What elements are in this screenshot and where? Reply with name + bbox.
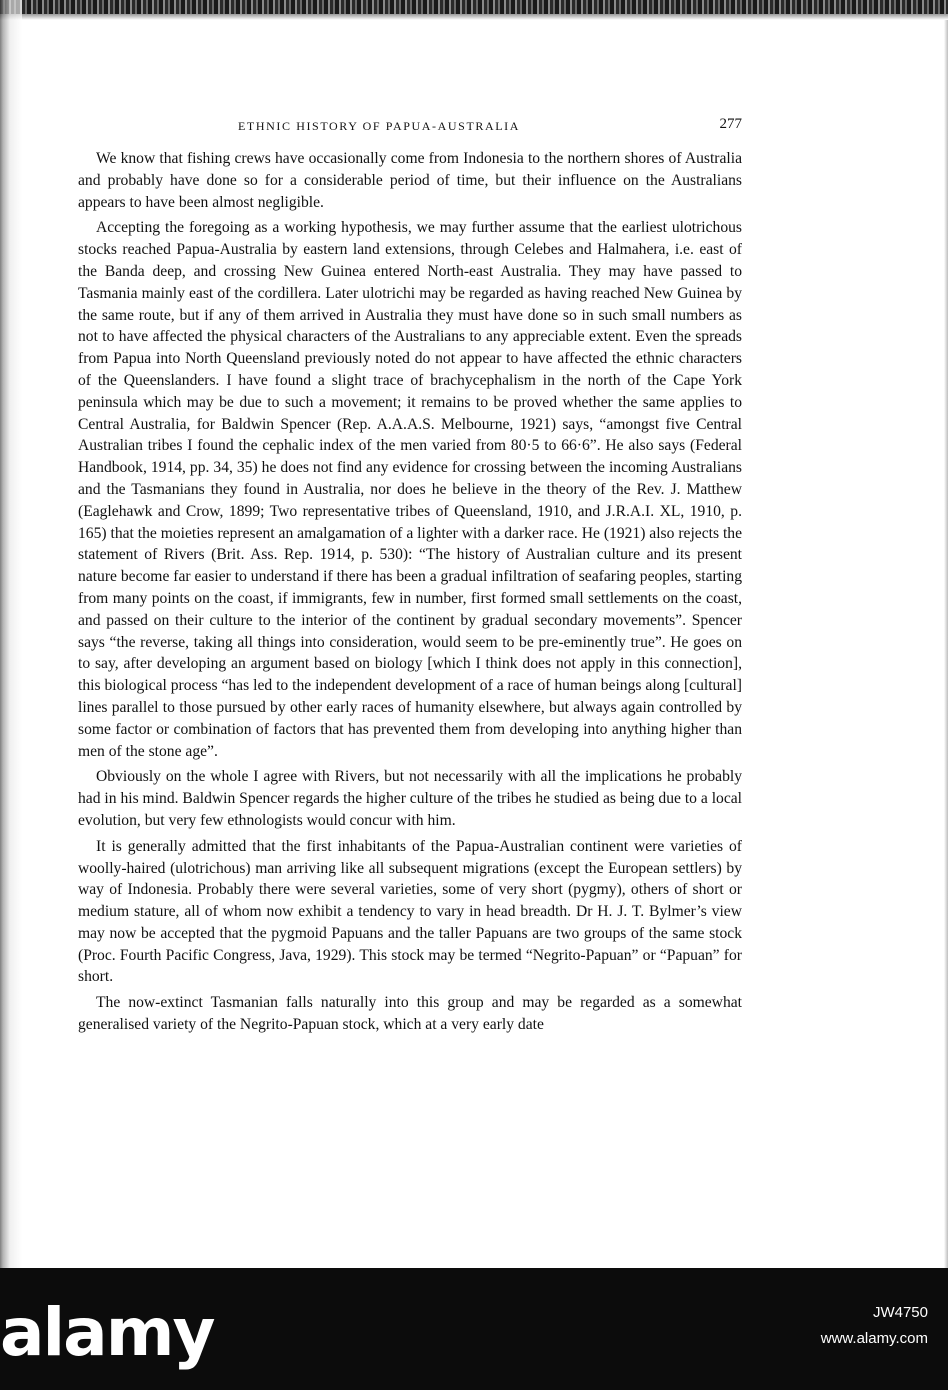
paragraph-1: We know that fishing crews have occasionally come from Indonesia to the northern shores of Australia and probably have done so for a considerable period of time, but their influence on the Australians appears to have been almost negligible. bbox=[78, 150, 742, 211]
book-page bbox=[78, 114, 742, 1040]
paragraph-5: The now-extinct Tasmanian falls naturally into this group and may be regarded as a somewhat generalised variety of the Negrito-Papuan stock, which at a very early date bbox=[78, 994, 742, 1034]
paragraph-3: Obviously on the whole I agree with Rivers, but not necessarily with all the implications he probably had in his mind. Baldwin Spencer regards the higher culture of the tribes he studied as being due to a local evolution, but very few ethnologists would concur with him. bbox=[78, 768, 742, 829]
running-title: ETHNIC HISTORY OF PAPUA-AUSTRALIA bbox=[238, 119, 521, 133]
running-head bbox=[78, 114, 742, 136]
scan-top-edge bbox=[0, 0, 948, 14]
scan-left-edge bbox=[0, 0, 22, 1270]
site-url: www.alamy.com bbox=[820, 1330, 928, 1347]
paragraph-4: It is generally admitted that the first inhabitants of the Papua-Australian continent were varieties of woolly-haired (ulotrichous) man arriving like all subsequent migrations (except the European settlers) by way of Indonesia. Probably there were several varieties, some of very short (pygmy), others of short or medium stature, all of whom now exhibit a tendency to vary in head breadth. Dr H. J. T. Bylmer’s view may now be accepted that the pygmoid Papuans and the taller Papuans are two groups of the same stock (Proc. Fourth Pacific Congress, Java, 1929). This stock may be termed “Negrito-Papuan” or “Papuan” for short. bbox=[78, 837, 742, 986]
page-number: 277 bbox=[719, 116, 742, 132]
scan-right-edge bbox=[944, 20, 948, 1270]
paragraph-2: Accepting the foregoing as a working hypothesis, we may further assume that the earliest ulotrichous stocks reached Papua-Australia by eastern land extensions, through Celebes and Halmahera, i.e. east of the Banda deep, and crossing New Guinea entered North-east Australia. They may have passed to Tasmania mainly east of the cordillera. Later ulotrichi may be regarded as having reached New Guinea by the same route, but if any of them arrived in Australia they must have done so in such small numbers as not to have affected the physical characters of the Australians to any appreciable extent. Even the spreads from Papua into North Queensland previously noted do not appear to have affected the ethnic characters of the Queenslanders. I have found a slight trace of brachycephalism in the north of the Cape York peninsula which may be due to such a movement; it remains to be proved whether the same applies to Central Australia, for Baldwin Spencer (Rep. A.A.A.S. Melbourne, 1921) says, “amongst five Central Australian tribes I found the cephalic index of the men varied from 80·5 to 66·6”. He also says (Federal Handbook, 1914, pp. 34, 35) he does not find any evidence for crossing between the incoming Australians and the Tasmanians they found in Australia, nor does he believe in the theory of the Rev. J. Matthew (Eaglehawk and Crow, 1899; Two representative tribes of Queensland, 1910, and J.R.A.I. XL, 1910, p. 165) that the moieties represent an amalgamation of a lighter with a darker race. He (1921) also rejects the statement of Rivers (Brit. Ass. Rep. 1914, p. 530): “The history of Australian culture and its present nature become far easier to understand if there has been a gradual infiltration of seafaring peoples, starting from many points on the coast, if immigrants, few in number, first formed small settlements on the coast, and passed on their culture to the interior of the continent by gradual secondary movements”. Spencer says “the reverse, taking all things into consideration, would seem to be pre-eminently true”. He goes on to say, after developing an argument based on biology [which I think does not apply in this connection], this biological process “has led to the independent development of a race of human beings along [cultural] lines parallel to those pursued by other early races of humanity elsewhere, but always again controlled by some factor or combination of factors that has prevented them from developing into anything higher than men of the stone age”. bbox=[78, 219, 742, 760]
image-id: JW4750 bbox=[872, 1304, 928, 1321]
alamy-logo: alamy bbox=[0, 1294, 214, 1371]
scan-top-shadow bbox=[0, 14, 948, 20]
